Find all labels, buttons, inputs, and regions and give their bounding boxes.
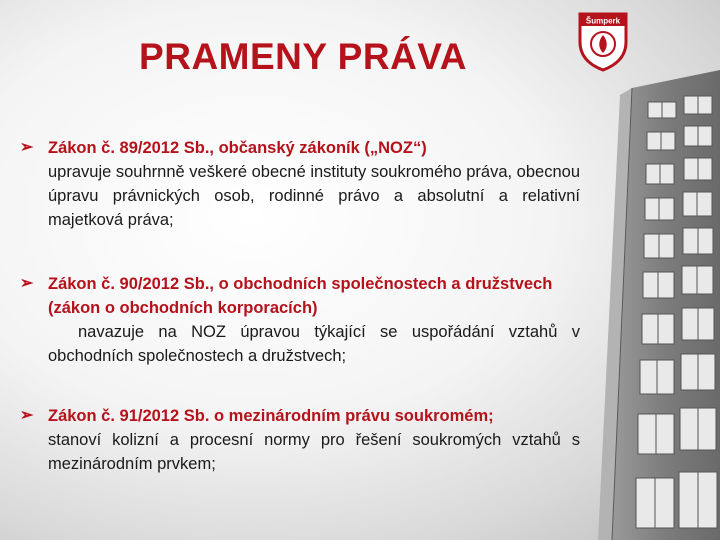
- item-heading: Zákon č. 89/2012 Sb., občanský zákoník („NOZ“): [48, 139, 427, 157]
- arrow-bullet-icon: ➢: [20, 139, 34, 156]
- item-heading: Zákon č. 90/2012 Sb., o obchodních společnostech a družstvech (zákon o obchodních korporacích): [48, 275, 553, 317]
- arrow-bullet-icon: ➢: [20, 275, 34, 292]
- logo-text: Šumperk: [585, 16, 621, 26]
- list-item: [20, 136, 580, 232]
- item-text: upravuje souhrnně veškeré obecné instituty soukromého práva, obecnou úpravu právnických osob, rodinné právo a absolutní a relativní majetková práva;: [48, 163, 580, 229]
- list-item: [20, 404, 580, 476]
- building-illustration: [590, 70, 720, 540]
- item-heading: Zákon č. 91/2012 Sb. o mezinárodním právu soukromém;: [48, 407, 494, 425]
- item-text: navazuje na NOZ úpravou týkající se uspořádání vztahů v obchodních společnostech a družstvech;: [48, 323, 580, 365]
- page-title: PRAMENY PRÁVA: [139, 36, 467, 77]
- item-text: stanoví kolizní a procesní normy pro řešení soukromých vztahů s mezinárodním prvkem;: [48, 431, 580, 473]
- arrow-bullet-icon: ➢: [20, 407, 34, 424]
- list-item: [20, 272, 580, 368]
